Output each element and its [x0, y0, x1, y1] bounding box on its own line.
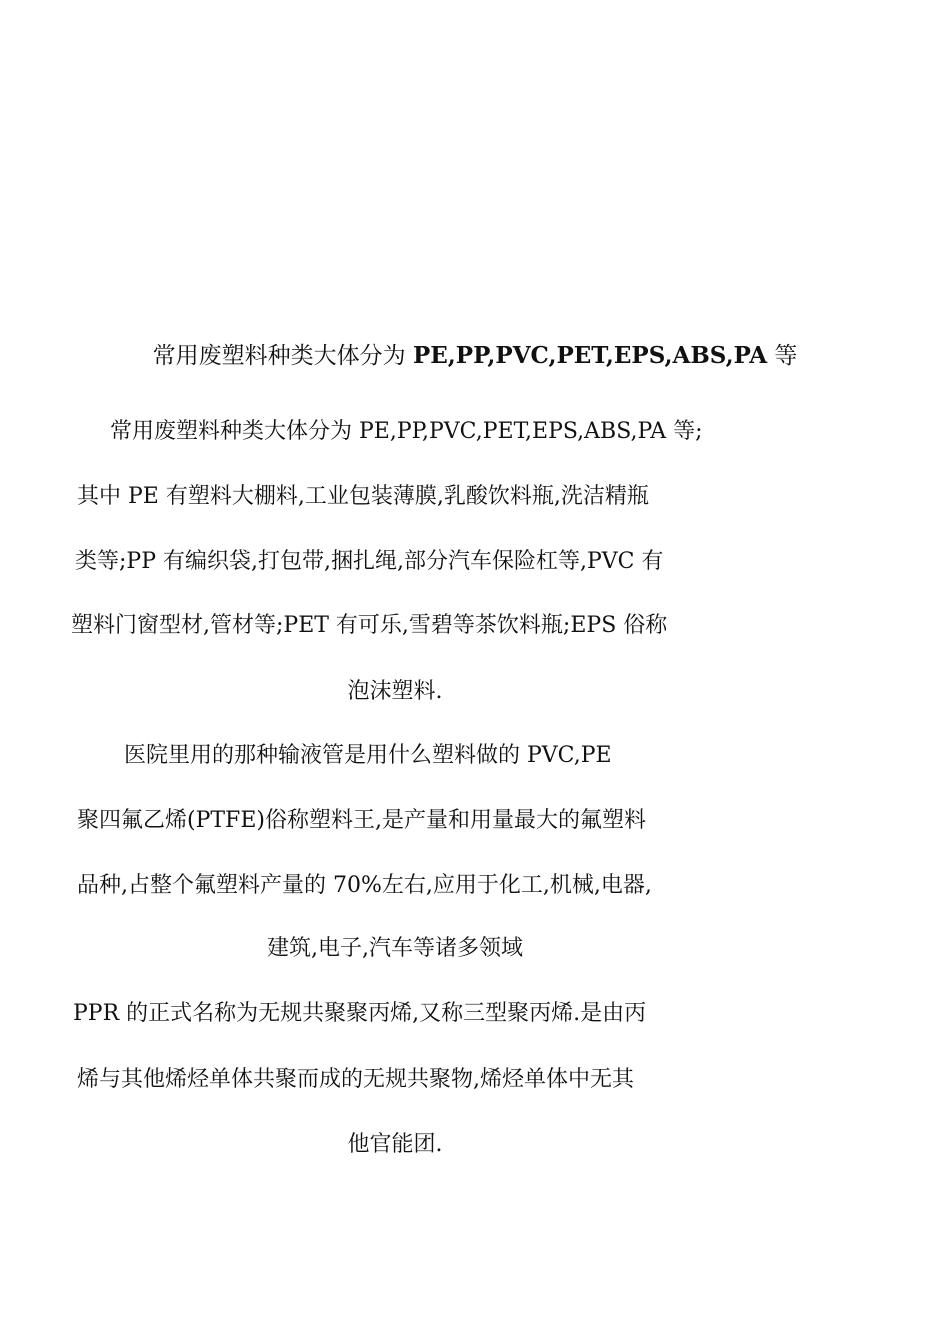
paragraph-line-6: 医院里用的那种输液管是用什么塑料做的 PVC,PE	[124, 743, 612, 768]
paragraph-line-7: 聚四氟乙烯(PTFE)俗称塑料王,是产量和用量最大的氟塑料	[77, 808, 646, 833]
document-title	[0, 340, 950, 372]
title-suffix: 等	[767, 343, 798, 369]
paragraph-line-2: 其中 PE 有塑料大棚料,工业包装薄膜,乳酸饮料瓶,洗洁精瓶	[77, 484, 649, 509]
paragraph-line-4: 塑料门窗型材,管材等;PET 有可乐,雪碧等茶饮料瓶;EPS 俗称	[71, 613, 668, 638]
paragraph-line-1: 常用废塑料种类大体分为 PE,PP,PVC,PET,EPS,ABS,PA 等;	[110, 419, 703, 444]
paragraph-line-11: 烯与其他烯烃单体共聚而成的无规共聚物,烯烃单体中无其	[77, 1067, 634, 1092]
paragraph-line-8: 品种,占整个氟塑料产量的 70%左右,应用于化工,机械,电器,	[77, 873, 652, 898]
paragraph-line-9: 建筑,电子,汽车等诸多领域	[267, 936, 523, 961]
paragraph-line-3: 类等;PP 有编织袋,打包带,捆扎绳,部分汽车保险杠等,PVC 有	[75, 549, 664, 574]
paragraph-line-10: PPR 的正式名称为无规共聚聚丙烯,又称三型聚丙烯.是由丙	[73, 1001, 647, 1026]
title-bold-abbreviations: PE,PP,PVC,PET,EPS,ABS,PA	[412, 342, 768, 369]
paragraph-line-5: 泡沫塑料.	[347, 679, 443, 704]
paragraph-line-12: 他官能团.	[347, 1132, 443, 1157]
title-prefix: 常用废塑料种类大体分为	[152, 343, 413, 369]
